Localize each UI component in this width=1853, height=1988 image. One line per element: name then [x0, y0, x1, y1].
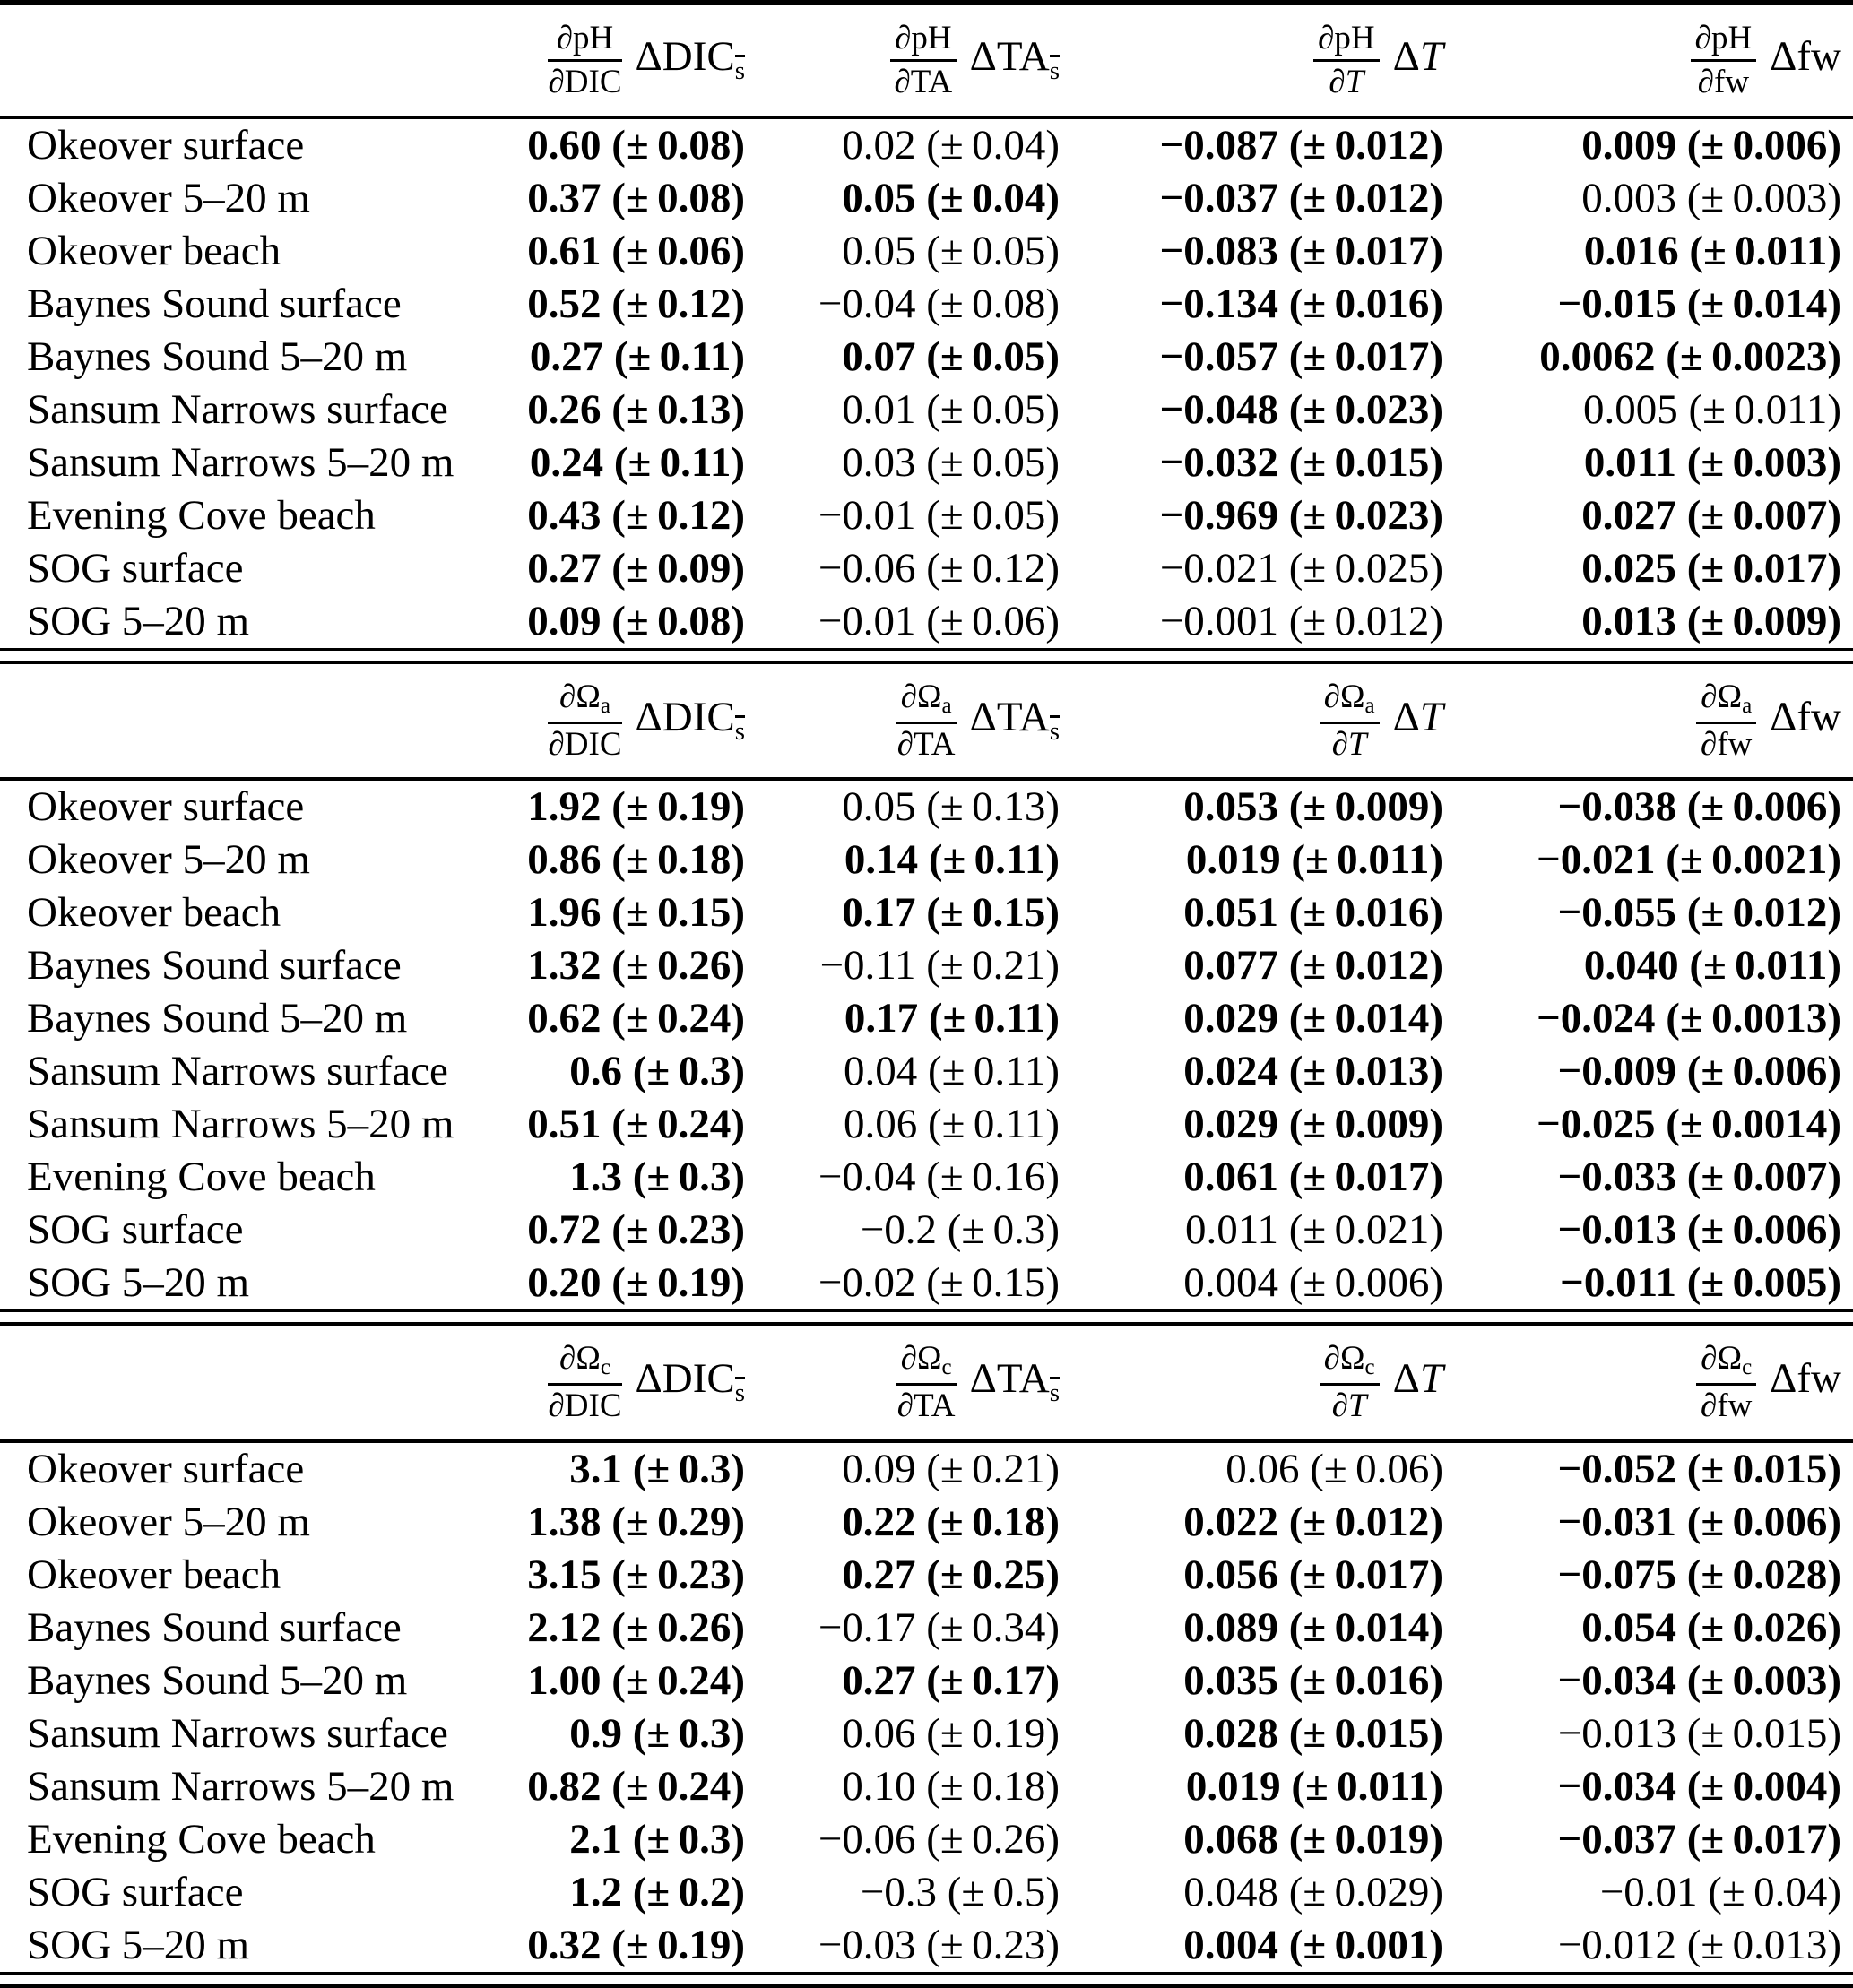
value-cell: −0.01 (± 0.06): [818, 597, 1060, 644]
value-cell: −0.001 (± 0.012): [1159, 597, 1443, 644]
value-cell: −0.17 (± 0.34): [818, 1603, 1060, 1651]
table-row: [0, 1707, 1853, 1760]
value-cell: −0.013 (± 0.006): [1557, 1206, 1841, 1254]
value-cell: 0.17 (± 0.15): [842, 889, 1060, 937]
row-label: Evening Cove beach: [27, 491, 376, 539]
table-row: [0, 489, 1853, 542]
value-cell: 0.04 (± 0.11): [843, 1048, 1060, 1095]
value-cell: −0.969 (± 0.023): [1159, 491, 1443, 539]
value-cell: 0.26 (± 0.13): [527, 385, 745, 433]
value-cell: 3.1 (± 0.3): [569, 1445, 745, 1492]
derivative-fraction: [1696, 1340, 1756, 1424]
value-cell: −0.033 (± 0.007): [1557, 1154, 1841, 1201]
derivative-fraction: [548, 20, 621, 101]
fraction-numerator: $\partial\Omega_c$: [1320, 1340, 1380, 1386]
fraction-denominator: ∂DIC: [548, 725, 622, 763]
delta-term: $\Delta TA_s$: [969, 1355, 1060, 1408]
value-cell: −0.03 (± 0.23): [818, 1921, 1060, 1968]
row-label: Sansum Narrows 5–20 m: [27, 1762, 455, 1810]
value-cell: 0.9 (± 0.3): [569, 1709, 745, 1757]
value-cell: 1.32 (± 0.26): [527, 942, 745, 990]
delta-term: Δfw: [1770, 693, 1841, 740]
value-cell: 0.14 (± 0.11): [844, 836, 1060, 884]
value-cell: −0.038 (± 0.006): [1557, 783, 1841, 831]
value-cell: 1.2 (± 0.2): [569, 1868, 745, 1915]
value-cell: −0.01 (± 0.05): [818, 491, 1060, 539]
table-row: [0, 119, 1853, 172]
value-cell: −0.013 (± 0.015): [1557, 1709, 1841, 1757]
delta-term: ΔT: [1392, 33, 1443, 81]
value-cell: −0.01 (± 0.04): [1599, 1868, 1841, 1915]
fraction-denominator: ∂DIC: [548, 64, 622, 101]
delta-term: ΔT: [1392, 693, 1443, 740]
row-label: Baynes Sound 5–20 m: [27, 333, 408, 380]
value-cell: −0.083 (± 0.017): [1159, 227, 1443, 274]
subscript-overbar: s: [1049, 1379, 1060, 1408]
table-row: [0, 384, 1853, 436]
term-variable: DIC: [662, 693, 735, 740]
term-subscript: [1050, 56, 1060, 85]
denominator-variable: DIC: [564, 1387, 622, 1425]
fraction-denominator: ∂TA: [896, 1387, 956, 1425]
value-cell: −0.052 (± 0.015): [1557, 1445, 1841, 1492]
value-cell: 0.0062 (± 0.0023): [1539, 333, 1841, 380]
fraction-numerator: $\partial\Omega_a$: [896, 679, 957, 724]
value-cell: −0.02 (± 0.15): [818, 1259, 1060, 1307]
value-cell: 0.01 (± 0.05): [842, 385, 1060, 433]
derivative-fraction: [548, 679, 621, 763]
derivative-fraction: [890, 20, 957, 101]
value-cell: −0.011 (± 0.005): [1560, 1259, 1841, 1307]
value-cell: 1.92 (± 0.19): [527, 783, 745, 831]
value-cell: 2.1 (± 0.3): [569, 1815, 745, 1863]
delta-term: $\Delta DIC_s$: [635, 693, 745, 746]
row-label: SOG surface: [27, 544, 244, 592]
value-cell: 3.15 (± 0.23): [527, 1551, 745, 1598]
value-cell: −0.015 (± 0.014): [1557, 280, 1841, 327]
value-cell: 0.029 (± 0.014): [1183, 995, 1443, 1042]
fraction-denominator: ∂T: [1329, 64, 1364, 101]
denominator-variable: TA: [914, 725, 956, 763]
table-row: [0, 595, 1853, 648]
value-cell: −0.009 (± 0.006): [1557, 1048, 1841, 1095]
table-row: [0, 278, 1853, 331]
value-cell: 0.011 (± 0.003): [1583, 438, 1841, 486]
table-row: [0, 886, 1853, 939]
row-label: SOG 5–20 m: [27, 1259, 250, 1307]
subscript-overbar: s: [734, 56, 745, 86]
denominator-variable: fw: [1717, 1387, 1753, 1425]
numerator-subscript: c: [1364, 1355, 1375, 1380]
table-row: [0, 992, 1853, 1045]
table-row: [0, 331, 1853, 384]
denominator-variable: TA: [910, 64, 953, 101]
column-header: [745, 1340, 1060, 1424]
term-subscript: [735, 56, 745, 85]
fraction-denominator: ∂fw: [1701, 725, 1753, 763]
value-cell: 0.17 (± 0.11): [844, 995, 1060, 1042]
column-header: [1060, 679, 1443, 763]
subscript-overbar: s: [1049, 716, 1060, 746]
column-header: [1443, 20, 1841, 101]
row-label: Okeover surface: [27, 1445, 305, 1492]
value-cell: 0.05 (± 0.13): [842, 783, 1060, 831]
delta-term: $\Delta DIC_s$: [635, 33, 745, 86]
row-label: Okeover 5–20 m: [27, 174, 310, 221]
table-row: [0, 1045, 1853, 1098]
row-label: Evening Cove beach: [27, 1154, 376, 1201]
column-header: [466, 679, 745, 763]
value-cell: 0.027 (± 0.007): [1581, 491, 1841, 539]
value-cell: 0.06 (± 0.11): [843, 1101, 1060, 1148]
value-cell: −0.048 (± 0.023): [1159, 385, 1443, 433]
table-row: [0, 939, 1853, 992]
value-cell: 0.09 (± 0.08): [527, 597, 745, 644]
fraction-numerator: $\partial\Omega_a$: [1696, 679, 1756, 724]
value-cell: −0.021 (± 0.0021): [1536, 836, 1841, 884]
fraction-numerator: $\partial\Omega_c$: [896, 1340, 957, 1386]
value-cell: −0.037 (± 0.017): [1557, 1815, 1841, 1863]
column-header: [745, 20, 1060, 101]
delta-term: ΔT: [1392, 1355, 1443, 1403]
value-cell: −0.04 (± 0.08): [818, 280, 1060, 327]
row-label: Okeover beach: [27, 1551, 281, 1598]
value-cell: 0.009 (± 0.006): [1581, 121, 1841, 169]
value-cell: 0.62 (± 0.24): [527, 995, 745, 1042]
table-row: [0, 1549, 1853, 1602]
row-label: SOG surface: [27, 1206, 244, 1254]
numerator-subscript: c: [1742, 1355, 1753, 1380]
value-cell: 0.003 (± 0.003): [1581, 174, 1841, 221]
denominator-variable: T: [1348, 725, 1367, 763]
term-variable: fw: [1797, 693, 1841, 740]
value-cell: 0.024 (± 0.013): [1183, 1048, 1443, 1095]
row-label: Baynes Sound 5–20 m: [27, 995, 408, 1042]
fraction-denominator: ∂DIC: [548, 1387, 622, 1425]
column-header: [1060, 1340, 1443, 1424]
subscript-overbar: s: [734, 716, 745, 746]
table-row: [0, 1813, 1853, 1866]
value-cell: 0.86 (± 0.18): [527, 836, 745, 884]
value-cell: −0.012 (± 0.013): [1557, 1921, 1841, 1968]
value-cell: −0.021 (± 0.025): [1159, 544, 1443, 592]
value-cell: 0.053 (± 0.009): [1183, 783, 1443, 831]
row-label: Sansum Narrows 5–20 m: [27, 438, 455, 486]
row-label: SOG 5–20 m: [27, 1921, 250, 1968]
table-row: [0, 1257, 1853, 1309]
value-cell: 0.028 (± 0.015): [1183, 1709, 1443, 1757]
term-variable: fw: [1797, 1355, 1841, 1403]
row-label: Baynes Sound surface: [27, 942, 402, 990]
value-cell: 0.03 (± 0.05): [842, 438, 1060, 486]
row-label: Baynes Sound surface: [27, 1603, 402, 1651]
denominator-variable: TA: [914, 1387, 956, 1425]
value-cell: −0.134 (± 0.016): [1159, 280, 1443, 327]
term-variable: TA: [996, 33, 1050, 81]
value-cell: 0.035 (± 0.016): [1183, 1656, 1443, 1704]
value-cell: 0.06 (± 0.06): [1225, 1445, 1443, 1492]
fraction-numerator: $\partial\Omega_a$: [1320, 679, 1380, 724]
value-cell: 0.27 (± 0.09): [527, 544, 745, 592]
derivative-fraction: [1696, 679, 1756, 763]
value-cell: 0.068 (± 0.019): [1183, 1815, 1443, 1863]
value-cell: −0.034 (± 0.003): [1557, 1656, 1841, 1704]
value-cell: 2.12 (± 0.26): [527, 1603, 745, 1651]
table-row: [0, 1919, 1853, 1972]
table-row: [0, 172, 1853, 225]
value-cell: 0.05 (± 0.04): [842, 174, 1060, 221]
term-variable: T: [1419, 1355, 1443, 1403]
value-cell: 0.005 (± 0.011): [1582, 385, 1841, 433]
column-header: [1060, 20, 1443, 101]
table-row: [0, 1866, 1853, 1919]
delta-term: Δfw: [1770, 1355, 1841, 1403]
row-label: SOG surface: [27, 1868, 244, 1915]
column-header: [1443, 1340, 1841, 1424]
value-cell: 0.61 (± 0.06): [527, 227, 745, 274]
value-cell: −0.06 (± 0.12): [818, 544, 1060, 592]
value-cell: 0.27 (± 0.17): [842, 1656, 1060, 1704]
rule: [0, 1309, 1853, 1326]
fraction-numerator: ∂pH: [1313, 20, 1380, 62]
value-cell: 0.60 (± 0.08): [527, 121, 745, 169]
value-cell: 0.37 (± 0.08): [527, 174, 745, 221]
denominator-variable: DIC: [564, 64, 622, 101]
section-header-row: [0, 5, 1853, 116]
value-cell: −0.087 (± 0.012): [1159, 121, 1443, 169]
fraction-denominator: ∂fw: [1697, 64, 1750, 101]
delta-term: $\Delta TA_s$: [969, 693, 1060, 746]
delta-term: $\Delta DIC_s$: [635, 1355, 745, 1408]
denominator-variable: T: [1348, 1387, 1367, 1425]
row-label: Sansum Narrows surface: [27, 1709, 448, 1757]
value-cell: 0.056 (± 0.017): [1183, 1551, 1443, 1598]
column-header: [1443, 679, 1841, 763]
table-row: [0, 436, 1853, 489]
fraction-numerator: $\partial\Omega_c$: [548, 1340, 621, 1386]
section-header-row: [0, 1326, 1853, 1439]
row-label: Sansum Narrows 5–20 m: [27, 1101, 455, 1148]
value-cell: 0.077 (± 0.012): [1183, 942, 1443, 990]
value-cell: 0.05 (± 0.05): [842, 227, 1060, 274]
value-cell: 0.019 (± 0.011): [1185, 1762, 1443, 1810]
value-cell: 1.3 (± 0.3): [569, 1154, 745, 1201]
fraction-denominator: ∂TA: [894, 64, 953, 101]
value-cell: 0.089 (± 0.014): [1183, 1603, 1443, 1651]
fraction-denominator: ∂T: [1331, 725, 1367, 763]
row-label: Okeover surface: [27, 783, 305, 831]
value-cell: 0.52 (± 0.12): [527, 280, 745, 327]
value-cell: 0.20 (± 0.19): [527, 1259, 745, 1307]
value-cell: 0.061 (± 0.017): [1183, 1154, 1443, 1201]
value-cell: 0.22 (± 0.18): [842, 1498, 1060, 1545]
fraction-numerator: $\partial\Omega_a$: [548, 679, 621, 724]
value-cell: 0.07 (± 0.05): [842, 333, 1060, 380]
fraction-denominator: ∂fw: [1701, 1387, 1753, 1425]
term-variable: T: [1419, 693, 1443, 740]
value-cell: 0.013 (± 0.009): [1581, 597, 1841, 644]
value-cell: −0.037 (± 0.012): [1159, 174, 1443, 221]
term-variable: DIC: [662, 1355, 735, 1403]
value-cell: 0.054 (± 0.026): [1581, 1603, 1841, 1651]
subscript-overbar: s: [734, 1379, 745, 1408]
numerator-subscript: a: [1364, 693, 1375, 718]
numerator-subscript: a: [1742, 693, 1753, 718]
denominator-variable: T: [1345, 64, 1364, 101]
value-cell: −0.11 (± 0.21): [819, 942, 1060, 990]
value-cell: 1.38 (± 0.29): [527, 1498, 745, 1545]
value-cell: 0.27 (± 0.11): [529, 333, 745, 380]
value-cell: 0.004 (± 0.001): [1183, 1921, 1443, 1968]
term-variable: T: [1419, 33, 1443, 81]
delta-term: $\Delta TA_s$: [969, 33, 1060, 86]
value-cell: 0.011 (± 0.021): [1184, 1206, 1443, 1254]
fraction-numerator: $\partial\Omega_c$: [1696, 1340, 1756, 1386]
value-cell: 0.016 (± 0.011): [1583, 227, 1841, 274]
value-cell: 0.040 (± 0.011): [1583, 942, 1841, 990]
row-label: Okeover 5–20 m: [27, 836, 310, 884]
denominator-variable: fw: [1714, 64, 1750, 101]
row-label: Baynes Sound 5–20 m: [27, 1656, 408, 1704]
value-cell: −0.032 (± 0.015): [1159, 438, 1443, 486]
numerator-subscript: c: [941, 1355, 952, 1380]
table-row: [0, 542, 1853, 595]
value-cell: −0.034 (± 0.004): [1557, 1762, 1841, 1810]
value-cell: 0.6 (± 0.3): [569, 1048, 745, 1095]
table-row: [0, 1655, 1853, 1707]
column-header: [466, 1340, 745, 1424]
table-row: [0, 1151, 1853, 1204]
value-cell: −0.024 (± 0.0013): [1536, 995, 1841, 1042]
value-cell: 0.27 (± 0.25): [842, 1551, 1060, 1598]
denominator-variable: DIC: [564, 725, 622, 763]
value-cell: 0.051 (± 0.016): [1183, 889, 1443, 937]
numerator-subscript: a: [941, 693, 952, 718]
table-row: [0, 1496, 1853, 1549]
value-cell: −0.057 (± 0.017): [1159, 333, 1443, 380]
value-cell: 0.019 (± 0.011): [1185, 836, 1443, 884]
derivative-fraction: [1313, 20, 1380, 101]
rule: [0, 648, 1853, 664]
fraction-numerator: ∂pH: [548, 20, 621, 62]
row-label: Okeover beach: [27, 889, 281, 937]
term-variable: DIC: [662, 33, 735, 81]
table-row: [0, 1602, 1853, 1655]
value-cell: −0.2 (± 0.3): [860, 1206, 1060, 1254]
value-cell: 0.10 (± 0.18): [842, 1762, 1060, 1810]
value-cell: 0.004 (± 0.006): [1183, 1259, 1443, 1307]
rule: [0, 1972, 1853, 1988]
value-cell: 0.82 (± 0.24): [527, 1762, 745, 1810]
row-label: Evening Cove beach: [27, 1815, 376, 1863]
fraction-numerator: ∂pH: [1691, 20, 1757, 62]
value-cell: 0.02 (± 0.04): [842, 121, 1060, 169]
value-cell: −0.031 (± 0.006): [1557, 1498, 1841, 1545]
value-cell: 0.09 (± 0.21): [842, 1445, 1060, 1492]
table-row: [0, 1204, 1853, 1257]
value-cell: −0.075 (± 0.028): [1557, 1551, 1841, 1598]
delta-term: Δfw: [1770, 33, 1841, 81]
fraction-numerator: ∂pH: [890, 20, 957, 62]
value-cell: 0.32 (± 0.19): [527, 1921, 745, 1968]
value-cell: −0.06 (± 0.26): [818, 1815, 1060, 1863]
column-header: [745, 679, 1060, 763]
denominator-variable: fw: [1717, 725, 1753, 763]
term-variable: TA: [996, 1355, 1050, 1403]
table-row: [0, 1098, 1853, 1151]
value-cell: 0.029 (± 0.009): [1183, 1101, 1443, 1148]
fraction-denominator: ∂T: [1331, 1387, 1367, 1425]
value-cell: −0.025 (± 0.0014): [1536, 1101, 1841, 1148]
table-row: [0, 781, 1853, 834]
value-cell: 0.43 (± 0.12): [527, 491, 745, 539]
value-cell: 0.048 (± 0.029): [1183, 1868, 1443, 1915]
value-cell: 0.72 (± 0.23): [527, 1206, 745, 1254]
numerator-subscript: a: [600, 693, 610, 718]
row-label: Sansum Narrows surface: [27, 1048, 448, 1095]
row-label: SOG 5–20 m: [27, 597, 250, 644]
value-cell: −0.055 (± 0.012): [1557, 889, 1841, 937]
value-cell: −0.3 (± 0.5): [860, 1868, 1060, 1915]
term-subscript: [1050, 1379, 1060, 1407]
value-cell: 0.025 (± 0.017): [1581, 544, 1841, 592]
table-row: [0, 1760, 1853, 1813]
value-cell: 0.022 (± 0.012): [1183, 1498, 1443, 1545]
value-cell: 0.51 (± 0.24): [527, 1101, 745, 1148]
value-cell: −0.04 (± 0.16): [818, 1154, 1060, 1201]
column-header: [466, 20, 745, 101]
row-label: Sansum Narrows surface: [27, 385, 448, 433]
derivative-fraction: [896, 679, 957, 763]
value-cell: 1.96 (± 0.15): [527, 889, 745, 937]
value-cell: 0.06 (± 0.19): [842, 1709, 1060, 1757]
term-subscript: [735, 717, 745, 746]
term-variable: fw: [1797, 33, 1841, 81]
subscript-overbar: s: [1049, 56, 1060, 86]
numerator-subscript: c: [600, 1355, 610, 1380]
row-label: Okeover beach: [27, 227, 281, 274]
table-row: [0, 834, 1853, 886]
row-label: Baynes Sound surface: [27, 280, 402, 327]
term-subscript: [1050, 717, 1060, 746]
value-cell: 0.24 (± 0.11): [529, 438, 745, 486]
derivative-fraction: [1320, 1340, 1380, 1424]
derivative-fraction: [1320, 679, 1380, 763]
row-label: Okeover 5–20 m: [27, 1498, 310, 1545]
row-label: Okeover surface: [27, 121, 305, 169]
derivative-fraction: [548, 1340, 621, 1424]
derivative-fraction: [1691, 20, 1757, 101]
term-subscript: [735, 1379, 745, 1407]
section-header-row: [0, 664, 1853, 777]
table-row: [0, 225, 1853, 278]
derivative-fraction: [896, 1340, 957, 1424]
table-row: [0, 1443, 1853, 1496]
term-variable: TA: [996, 693, 1050, 740]
value-cell: 1.00 (± 0.24): [527, 1656, 745, 1704]
fraction-denominator: ∂TA: [896, 725, 956, 763]
